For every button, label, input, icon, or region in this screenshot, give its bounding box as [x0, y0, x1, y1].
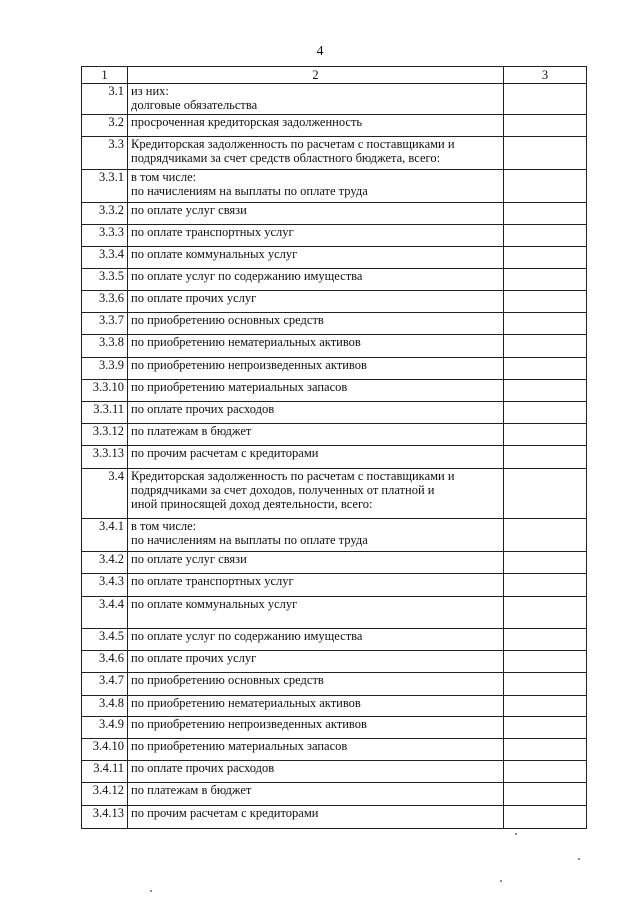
description-line: по приобретению материальных запасов — [131, 380, 348, 394]
value-cell — [504, 225, 587, 247]
row-number: 3.3.10 — [82, 380, 128, 402]
description-line: в том числе: — [131, 519, 197, 533]
description-line: по прочим расчетам с кредиторами — [131, 446, 319, 460]
description-line: по оплате услуг по содержанию имущества — [131, 269, 363, 283]
row-number: 3.3 — [82, 137, 128, 170]
table-row — [82, 717, 587, 739]
value-cell — [504, 380, 587, 402]
table-row — [82, 424, 587, 446]
table-row — [82, 469, 587, 519]
row-description — [128, 629, 504, 651]
row-number: 3.4.13 — [82, 806, 128, 829]
row-description — [128, 358, 504, 380]
page-number: 4 — [316, 44, 324, 59]
row-number: 3.3.9 — [82, 358, 128, 380]
description-line: по приобретению непроизведенных активов — [131, 717, 367, 731]
table-row — [82, 203, 587, 225]
row-description — [128, 247, 504, 269]
description-line: по оплате прочих услуг — [131, 651, 257, 665]
row-number: 3.4.1 — [82, 519, 128, 552]
description-line: по приобретению непроизведенных активов — [131, 358, 367, 372]
row-description — [128, 519, 504, 552]
row-description — [128, 739, 504, 761]
row-number: 3.4.3 — [82, 574, 128, 597]
description-line: по приобретению нематериальных активов — [131, 696, 361, 710]
scan-speck — [515, 833, 517, 835]
description-line: по платежам в бюджет — [131, 783, 252, 797]
row-description — [128, 291, 504, 313]
description-line: долговые обязательства — [131, 98, 258, 112]
description-line: Кредиторская задолженность по расчетам с поставщиками и — [131, 137, 455, 151]
table-row — [82, 673, 587, 696]
row-description — [128, 696, 504, 717]
table-row — [82, 358, 587, 380]
row-number: 3.3.5 — [82, 269, 128, 291]
table-row — [82, 269, 587, 291]
row-description — [128, 225, 504, 247]
description-line: по приобретению материальных запасов — [131, 739, 348, 753]
row-description — [128, 269, 504, 291]
row-description — [128, 552, 504, 574]
table-row — [82, 629, 587, 651]
row-number: 3.1 — [82, 84, 128, 115]
row-description — [128, 761, 504, 783]
scan-speck — [150, 890, 152, 892]
value-cell — [504, 170, 587, 203]
row-number: 3.4.7 — [82, 673, 128, 696]
value-cell — [504, 519, 587, 552]
table-row — [82, 597, 587, 629]
description-line: по приобретению основных средств — [131, 673, 324, 687]
row-description — [128, 783, 504, 806]
table-row — [82, 806, 587, 829]
description-line: по оплате прочих расходов — [131, 402, 275, 416]
value-cell — [504, 651, 587, 673]
row-number: 3.3.11 — [82, 402, 128, 424]
header-col-3: 3 — [504, 67, 587, 84]
row-description — [128, 335, 504, 358]
description-line: по начислениям на выплаты по оплате труда — [131, 533, 368, 547]
value-cell — [504, 597, 587, 629]
row-number: 3.2 — [82, 115, 128, 137]
row-description — [128, 137, 504, 170]
table-row — [82, 446, 587, 469]
scan-speck — [578, 858, 580, 860]
table-row — [82, 225, 587, 247]
table-row — [82, 84, 587, 115]
row-number: 3.4.11 — [82, 761, 128, 783]
row-description — [128, 170, 504, 203]
table-row — [82, 115, 587, 137]
value-cell — [504, 313, 587, 335]
description-line: иной приносящей доход деятельности, всего: — [131, 497, 373, 511]
table-row — [82, 761, 587, 783]
value-cell — [504, 402, 587, 424]
table-row — [82, 170, 587, 203]
header-col-2: 2 — [128, 67, 504, 84]
value-cell — [504, 137, 587, 170]
value-cell — [504, 696, 587, 717]
row-number: 3.4.9 — [82, 717, 128, 739]
description-line: по оплате транспортных услуг — [131, 225, 294, 239]
table-row — [82, 739, 587, 761]
description-line: Кредиторская задолженность по расчетам с поставщиками и — [131, 469, 455, 483]
description-line: по оплате услуг связи — [131, 552, 247, 566]
table-row — [82, 651, 587, 673]
header-col-1: 1 — [82, 67, 128, 84]
row-number: 3.3.8 — [82, 335, 128, 358]
table-row — [82, 696, 587, 717]
row-description — [128, 597, 504, 629]
row-description — [128, 717, 504, 739]
row-number: 3.4 — [82, 469, 128, 519]
value-cell — [504, 358, 587, 380]
description-line: по приобретению основных средств — [131, 313, 324, 327]
table-row — [82, 552, 587, 574]
description-line: подрядчиками за счет доходов, полученных от платной и — [131, 483, 435, 497]
value-cell — [504, 84, 587, 115]
description-line: по начислениям на выплаты по оплате труда — [131, 184, 368, 198]
table-row — [82, 313, 587, 335]
value-cell — [504, 269, 587, 291]
value-cell — [504, 783, 587, 806]
description-line: по оплате услуг по содержанию имущества — [131, 629, 363, 643]
row-description — [128, 574, 504, 597]
value-cell — [504, 446, 587, 469]
scan-speck — [500, 880, 502, 882]
value-cell — [504, 673, 587, 696]
value-cell — [504, 335, 587, 358]
row-number: 3.4.2 — [82, 552, 128, 574]
row-number: 3.4.6 — [82, 651, 128, 673]
row-description — [128, 673, 504, 696]
row-description — [128, 115, 504, 137]
value-cell — [504, 291, 587, 313]
description-line: по оплате коммунальных услуг — [131, 597, 298, 611]
row-number: 3.3.6 — [82, 291, 128, 313]
row-number: 3.4.5 — [82, 629, 128, 651]
table-row — [82, 380, 587, 402]
description-line: просроченная кредиторская задолженность — [131, 115, 363, 129]
row-description — [128, 313, 504, 335]
table-row — [82, 402, 587, 424]
row-description — [128, 651, 504, 673]
row-number: 3.3.12 — [82, 424, 128, 446]
debt-table — [81, 66, 587, 829]
row-number: 3.3.2 — [82, 203, 128, 225]
table-row — [82, 519, 587, 552]
row-number: 3.4.4 — [82, 597, 128, 629]
table-row — [82, 137, 587, 170]
row-description — [128, 446, 504, 469]
table-row — [82, 783, 587, 806]
value-cell — [504, 247, 587, 269]
description-line: по платежам в бюджет — [131, 424, 252, 438]
description-line: по оплате коммунальных услуг — [131, 247, 298, 261]
table-row — [82, 574, 587, 597]
value-cell — [504, 717, 587, 739]
row-description — [128, 424, 504, 446]
description-line: подрядчиками за счет средств областного бюджета, всего: — [131, 151, 441, 165]
row-description — [128, 402, 504, 424]
description-line: по оплате транспортных услуг — [131, 574, 294, 588]
value-cell — [504, 469, 587, 519]
description-line: по прочим расчетам с кредиторами — [131, 806, 319, 820]
row-number: 3.3.1 — [82, 170, 128, 203]
value-cell — [504, 115, 587, 137]
description-line: по оплате услуг связи — [131, 203, 247, 217]
description-line: из них: — [131, 84, 169, 98]
row-number: 3.3.4 — [82, 247, 128, 269]
value-cell — [504, 739, 587, 761]
value-cell — [504, 761, 587, 783]
description-line: по оплате прочих услуг — [131, 291, 257, 305]
value-cell — [504, 552, 587, 574]
row-description — [128, 469, 504, 519]
row-number: 3.4.12 — [82, 783, 128, 806]
row-description — [128, 84, 504, 115]
table-row — [82, 335, 587, 358]
value-cell — [504, 424, 587, 446]
table-row — [82, 291, 587, 313]
value-cell — [504, 806, 587, 829]
table-row — [82, 247, 587, 269]
row-description — [128, 203, 504, 225]
row-number: 3.3.13 — [82, 446, 128, 469]
value-cell — [504, 629, 587, 651]
table-header-row — [82, 67, 587, 84]
description-line: по оплате прочих расходов — [131, 761, 275, 775]
value-cell — [504, 574, 587, 597]
row-number: 3.3.3 — [82, 225, 128, 247]
row-description — [128, 806, 504, 829]
row-number: 3.3.7 — [82, 313, 128, 335]
description-line: в том числе: — [131, 170, 197, 184]
description-line: по приобретению нематериальных активов — [131, 335, 361, 349]
value-cell — [504, 203, 587, 225]
row-description — [128, 380, 504, 402]
row-number: 3.4.10 — [82, 739, 128, 761]
row-number: 3.4.8 — [82, 696, 128, 717]
